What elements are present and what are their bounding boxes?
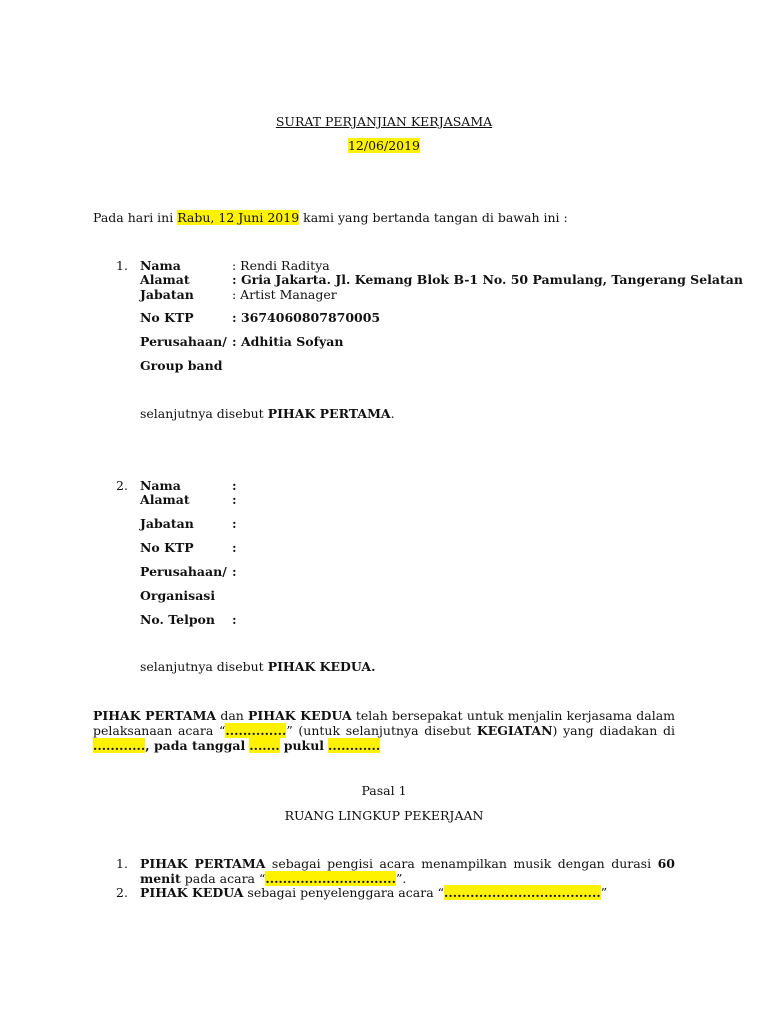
party1-label-alamat: Alamat bbox=[140, 272, 190, 287]
party1-value-noktp: : 3674060807870005 bbox=[232, 310, 381, 325]
party2-value-telpon: : bbox=[232, 612, 237, 627]
party1-value-alamat: : Gria Jakarta. Jl. Kemang Blok B-1 No. 50 Pamulang, Tangerang Selatan bbox=[232, 272, 743, 287]
party2-label-perusahaan: Perusahaan/ bbox=[140, 564, 227, 579]
party1-value-perusahaan: : Adhitia Sofyan bbox=[232, 334, 344, 349]
party2-number: 2. bbox=[116, 478, 128, 493]
party2-label-noktp: No KTP bbox=[140, 540, 194, 555]
party1-label-groupband: Group band bbox=[140, 358, 223, 373]
party1-value-jabatan: : Artist Manager bbox=[232, 287, 337, 302]
agreement-dan: dan bbox=[220, 708, 244, 723]
pasal-item2-number: 2. bbox=[116, 885, 128, 900]
party1-closing-suffix: . bbox=[390, 406, 395, 421]
party1-label-jabatan: Jabatan bbox=[140, 287, 194, 302]
party2-value-perusahaan: : bbox=[232, 564, 237, 579]
pasal-item2-close: ” bbox=[600, 885, 608, 900]
party1-closing-prefix: selanjutnya disebut bbox=[140, 406, 264, 421]
intro-line bbox=[93, 210, 568, 226]
pasal-item2 bbox=[140, 885, 607, 901]
party1-label-nama: Nama bbox=[140, 258, 181, 273]
party2-label-nama: Nama bbox=[140, 478, 181, 493]
agreement-blank-location: ............ bbox=[93, 738, 146, 753]
party2-label-telpon: No. Telpon bbox=[140, 612, 215, 627]
agreement-blank-event: .............. bbox=[225, 723, 287, 738]
pasal-item1-duration: 60 menit bbox=[140, 856, 675, 886]
party2-value-alamat: : bbox=[232, 492, 237, 507]
party1-label-perusahaan: Perusahaan/ bbox=[140, 334, 227, 349]
intro-suffix: kami yang bertanda tangan di bawah ini : bbox=[303, 210, 568, 225]
agreement-blank-date: ....... bbox=[249, 738, 280, 753]
pasal-subheading: RUANG LINGKUP PEKERJAAN bbox=[284, 808, 484, 823]
agreement-text1: telah bersepakat untuk menjalin kerjasama dalam pelaksanaan acara “ bbox=[93, 708, 676, 738]
party1-closing bbox=[140, 406, 395, 422]
agreement-text2: ” (untuk selanjutnya disebut bbox=[286, 723, 472, 738]
party1-closing-bold: PIHAK PERTAMA bbox=[267, 406, 391, 421]
pasal-item1-blank: .............................. bbox=[265, 871, 396, 886]
party2-closing-prefix: selanjutnya disebut bbox=[140, 659, 264, 674]
party1-number: 1. bbox=[116, 258, 128, 273]
pasal-item1-close: ”. bbox=[395, 871, 407, 886]
agreement-kegiatan: KEGIATAN bbox=[476, 723, 553, 738]
pasal-item2-blank: .................................... bbox=[444, 885, 601, 900]
party2-label-organisasi: Organisasi bbox=[140, 588, 216, 603]
agreement-pihak-pertama: PIHAK PERTAMA bbox=[93, 708, 217, 723]
party2-value-noktp: : bbox=[232, 540, 237, 555]
party2-closing bbox=[140, 659, 375, 675]
party2-value-jabatan: : bbox=[232, 516, 237, 531]
document-date: 12/06/2019 bbox=[347, 138, 421, 153]
pasal-item1-text: sebagai pengisi acara menampilkan musik dengan durasi bbox=[271, 856, 652, 871]
party1-value-nama: : Rendi Raditya bbox=[232, 258, 330, 273]
pasal-item1-text2: pada acara bbox=[184, 871, 255, 886]
agreement-blank-time: ............ bbox=[328, 738, 381, 753]
party2-label-jabatan: Jabatan bbox=[140, 516, 194, 531]
agreement-text5: pukul bbox=[283, 738, 325, 753]
pasal-item2-bold: PIHAK KEDUA bbox=[140, 885, 244, 900]
agreement-text3: ) yang diadakan di bbox=[552, 723, 675, 738]
intro-prefix: Pada hari ini bbox=[93, 210, 174, 225]
pasal-item1 bbox=[140, 856, 675, 886]
agreement-pihak-kedua: PIHAK KEDUA bbox=[248, 708, 352, 723]
party2-closing-bold: PIHAK KEDUA. bbox=[267, 659, 376, 674]
document-date-line bbox=[0, 138, 768, 154]
pasal-heading: Pasal 1 bbox=[361, 783, 407, 798]
agreement-paragraph bbox=[93, 708, 675, 753]
party2-label-alamat: Alamat bbox=[140, 492, 190, 507]
document-title: SURAT PERJANJIAN KERJASAMA bbox=[275, 114, 493, 129]
pasal-item1-number: 1. bbox=[116, 856, 128, 871]
pasal-item2-text: sebagai penyelenggara acara “ bbox=[247, 885, 445, 900]
agreement-text4: , pada tanggal bbox=[145, 738, 246, 753]
intro-date-highlight: Rabu, 12 Juni 2019 bbox=[177, 210, 300, 225]
pasal-item1-open-quote: “ bbox=[258, 871, 266, 886]
party1-label-noktp: No KTP bbox=[140, 310, 194, 325]
party2-value-nama: : bbox=[232, 478, 237, 493]
pasal-item1-bold: PIHAK PERTAMA bbox=[140, 856, 266, 871]
